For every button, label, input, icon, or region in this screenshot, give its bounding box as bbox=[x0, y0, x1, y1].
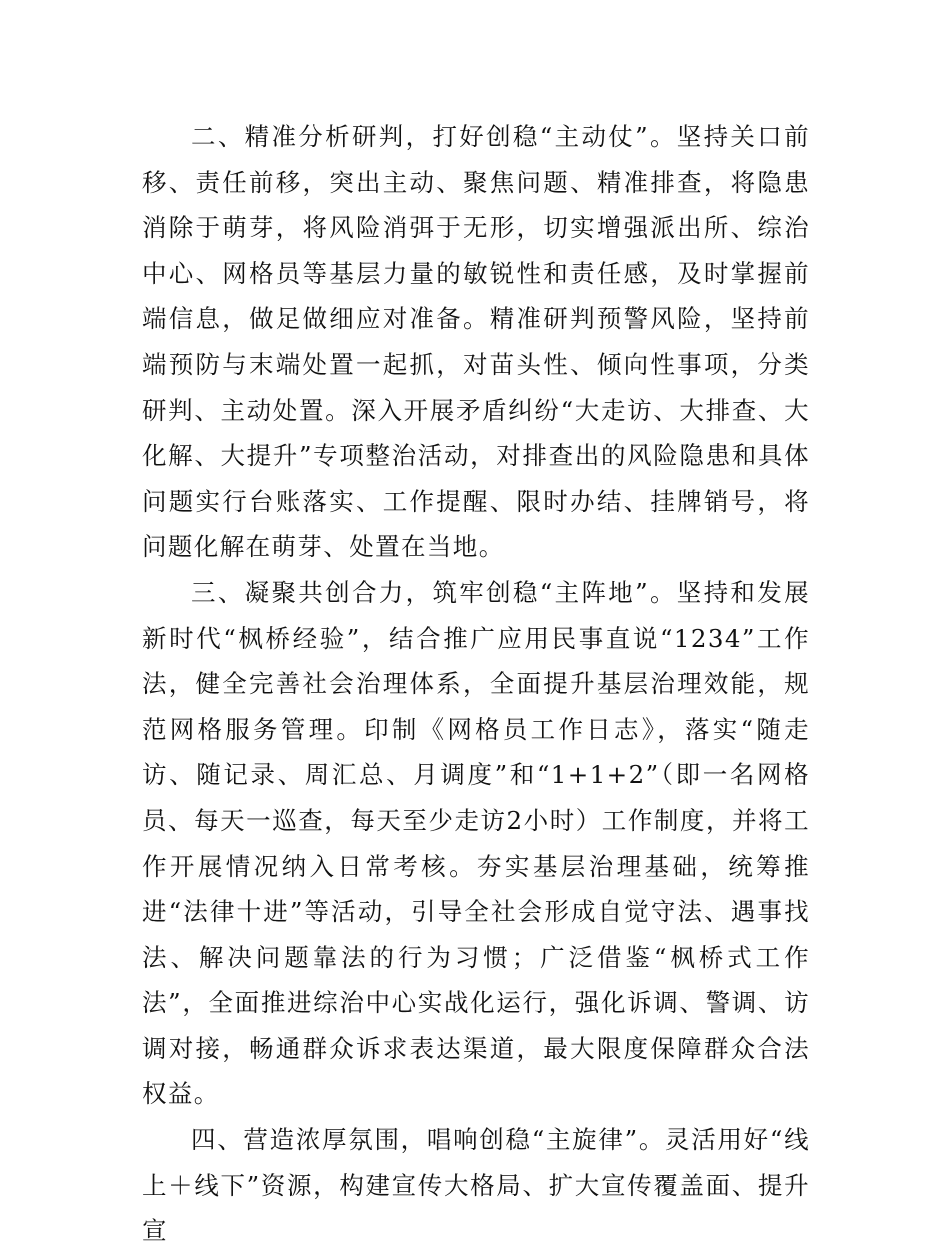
paragraph-section-4: 四、营造浓厚氛围，唱响创稳“主旋律”。灵活用好“线上＋线下”资源，构建宣传大格局、扩大宣传覆盖面、提升宣 bbox=[142, 1125, 810, 1246]
paragraph-section-2: 二、精准分析研判，打好创稳“主动仗”。坚持关口前移、责任前移，突出主动、聚焦问题、精准排查，将隐患消除于萌芽，将风险消弭于无形，切实增强派出所、综治中心、网格员等基层力量的敏锐性和责任感，及时掌握前端信息，做足做细应对准备。精准研判预警风险，坚持前端预防与末端处置一起抓，对苗头性、倾向性事项，分类研判、主动处置。深入开展矛盾纠纷“大走访、大排查、大化解、大提升”专项整治活动，对排查出的风险隐患和具体问题实行台账落实、工作提醒、限时办结、挂牌销号，将问题化解在萌芽、处置在当地。 bbox=[142, 122, 810, 562]
document-body bbox=[142, 114, 810, 1254]
paragraph-section-3: 三、凝聚共创合力，筑牢创稳“主阵地”。坚持和发展新时代“枫桥经验”，结合推广应用民事直说“1234”工作法，健全完善社会治理体系，全面提升基层治理效能，规范网格服务管理。印制《网格员工作日志》，落实“随走访、随记录、周汇总、月调度”和“1+1+2”（即一名网格员、每天一巡查，每天至少走访2小时）工作制度，并将工作开展情况纳入日常考核。夯实基层治理基础，统筹推进“法律十进”等活动，引导全社会形成自觉守法、遇事找法、解决问题靠法的行为习惯；广泛借鉴“枫桥式工作法”，全面推进综治中心实战化运行，强化诉调、警调、访调对接，畅通群众诉求表达渠道，最大限度保障群众合法权益。 bbox=[142, 577, 810, 1109]
